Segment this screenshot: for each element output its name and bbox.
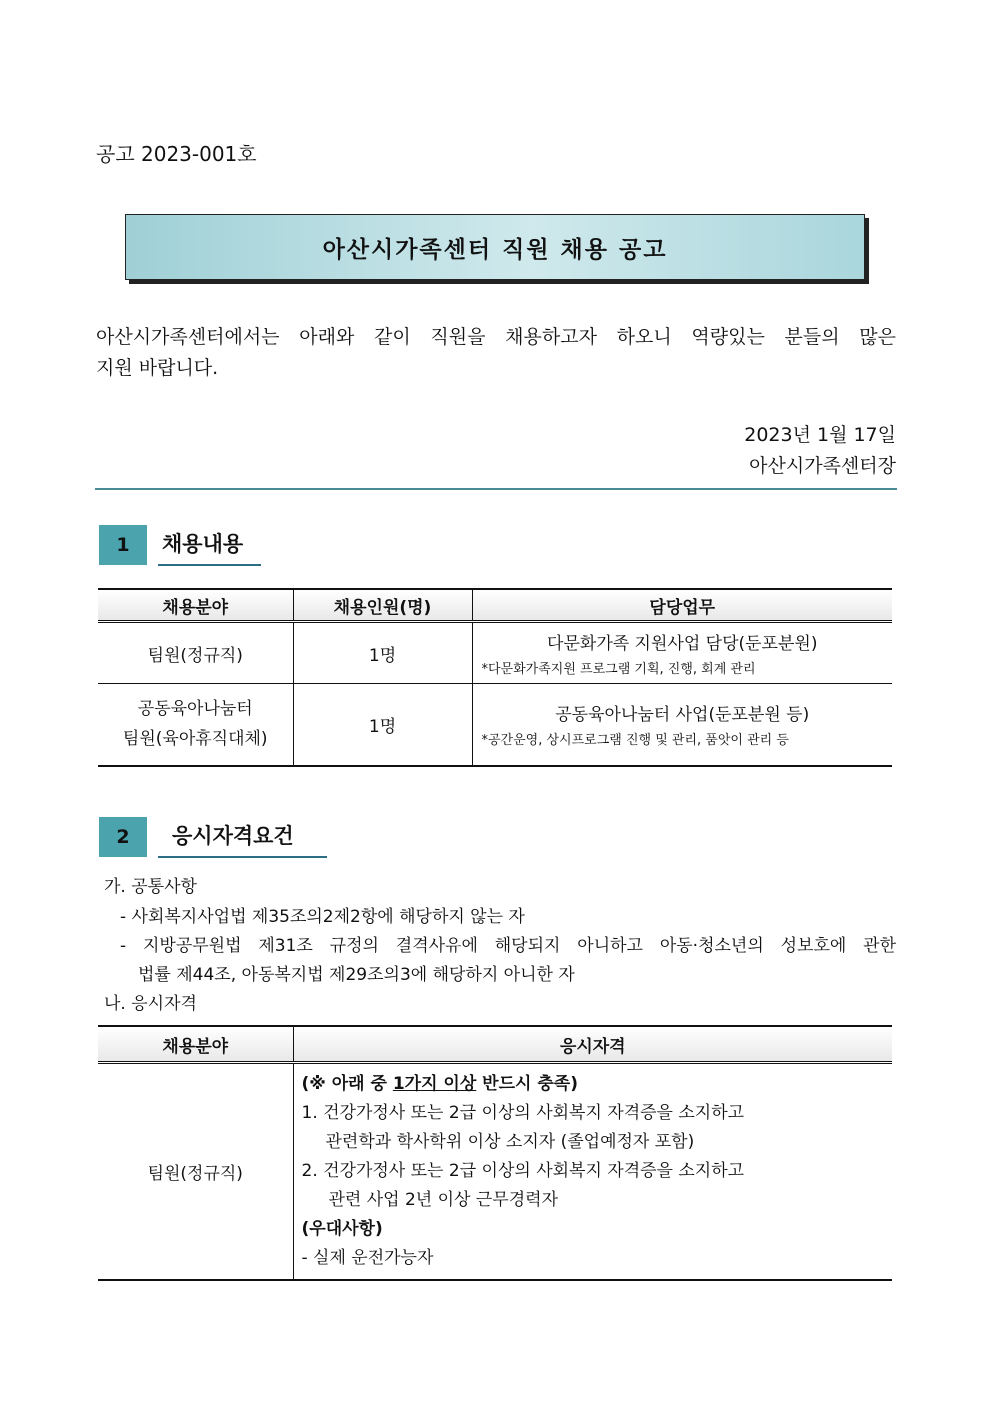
condition-note [302, 1070, 893, 1099]
duty-cell [472, 684, 892, 766]
duty-main: 공동육아나눔터 사업(둔포분원 등) [555, 705, 810, 726]
divider [95, 488, 897, 490]
duty-main: 다문화가족 지원사업 담당(둔포분원) [547, 634, 818, 654]
table-row [98, 684, 892, 766]
common-item-cont: 법률 제44조, 아동복지법 제29조의3에 해당하지 아니한 자 [138, 965, 575, 985]
duty-note: *공간운영, 상시프로그램 진행 및 관리, 품앗이 관리 등 [481, 733, 789, 749]
notice-number: 공고 2023-001호 [96, 142, 257, 166]
field-cell [98, 622, 293, 684]
duty-note: *다문화가족지원 프로그램 기획, 진행, 회계 관리 [481, 662, 756, 677]
subhead-qualification: 나. 응시자격 [104, 994, 197, 1014]
preference-item: - 실제 운전가능자 [301, 1248, 434, 1268]
qualification-2-cont: 관련 사업 2년 이상 근무경력자 [328, 1190, 558, 1210]
duty-cell [472, 622, 892, 684]
intro-line-1: 아산시가족센터에서는 아래와 같이 직원을 채용하고자 하오니 역량있는 분들의 많은 [96, 326, 896, 348]
field-line: 공동육아나눔터 [137, 699, 253, 720]
field-cell: 팀원(정규직) [98, 1063, 293, 1281]
qualification-1: 1. 건강가정사 또는 2급 이상의 사회복지 자격증을 소지하고 [301, 1103, 745, 1123]
section-1-title: 채용내용 [158, 528, 261, 566]
recruitment-table [98, 588, 892, 767]
intro-line-2: 지원 바랍니다. [96, 357, 219, 379]
field-line: 팀원(육아휴직대체) [122, 729, 268, 750]
subhead-common: 가. 공통사항 [104, 877, 197, 897]
preference-title: (우대사항) [301, 1219, 383, 1239]
header-field: 채용분야 [98, 589, 293, 622]
page-title: 아산시가족센터 직원 채용 공고 [322, 236, 668, 263]
issuer: 아산시가족센터장 [749, 455, 896, 477]
field-cell [98, 684, 293, 766]
table-row [98, 622, 892, 684]
common-item: - 지방공무원법 제31조 규정의 결격사유에 해당되지 아니하고 아동·청소년의 성보호에 관한 [120, 936, 896, 956]
field-line: 팀원(정규직) [147, 645, 243, 666]
notice-date: 2023년 1월 17일 [744, 424, 896, 446]
count-cell: 1명 [293, 684, 472, 766]
signature-block [744, 420, 896, 482]
intro-paragraph [96, 322, 896, 384]
qualification-table [98, 1025, 892, 1281]
condition-emphasis: 1가지 이상 [392, 1074, 477, 1094]
condition-suffix: 반드시 충족) [476, 1074, 578, 1094]
qualification-1-cont: 관련학과 학사학위 이상 소지자 (졸업예정자 포함) [325, 1132, 695, 1152]
count-cell: 1명 [293, 622, 472, 684]
section-2-title: 응시자격요건 [158, 820, 327, 858]
common-item: - 사회복지사업법 제35조의2제2항에 해당하지 않는 자 [120, 907, 525, 927]
table-header-row [98, 1026, 892, 1063]
header-field: 채용분야 [98, 1026, 293, 1063]
header-count: 채용인원(명) [293, 589, 472, 622]
table-header-row [98, 589, 892, 622]
qualification-cell [293, 1063, 892, 1281]
qualification-2: 2. 건강가정사 또는 2급 이상의 사회복지 자격증을 소지하고 [301, 1161, 745, 1181]
condition-prefix: (※ 아래 중 [301, 1074, 393, 1094]
table-row [98, 1063, 892, 1281]
header-qualification: 응시자격 [293, 1026, 892, 1063]
header-duty: 담당업무 [472, 589, 892, 622]
section-1-number: 1 [99, 525, 147, 565]
title-box [125, 214, 865, 280]
section-2-number: 2 [99, 817, 147, 857]
